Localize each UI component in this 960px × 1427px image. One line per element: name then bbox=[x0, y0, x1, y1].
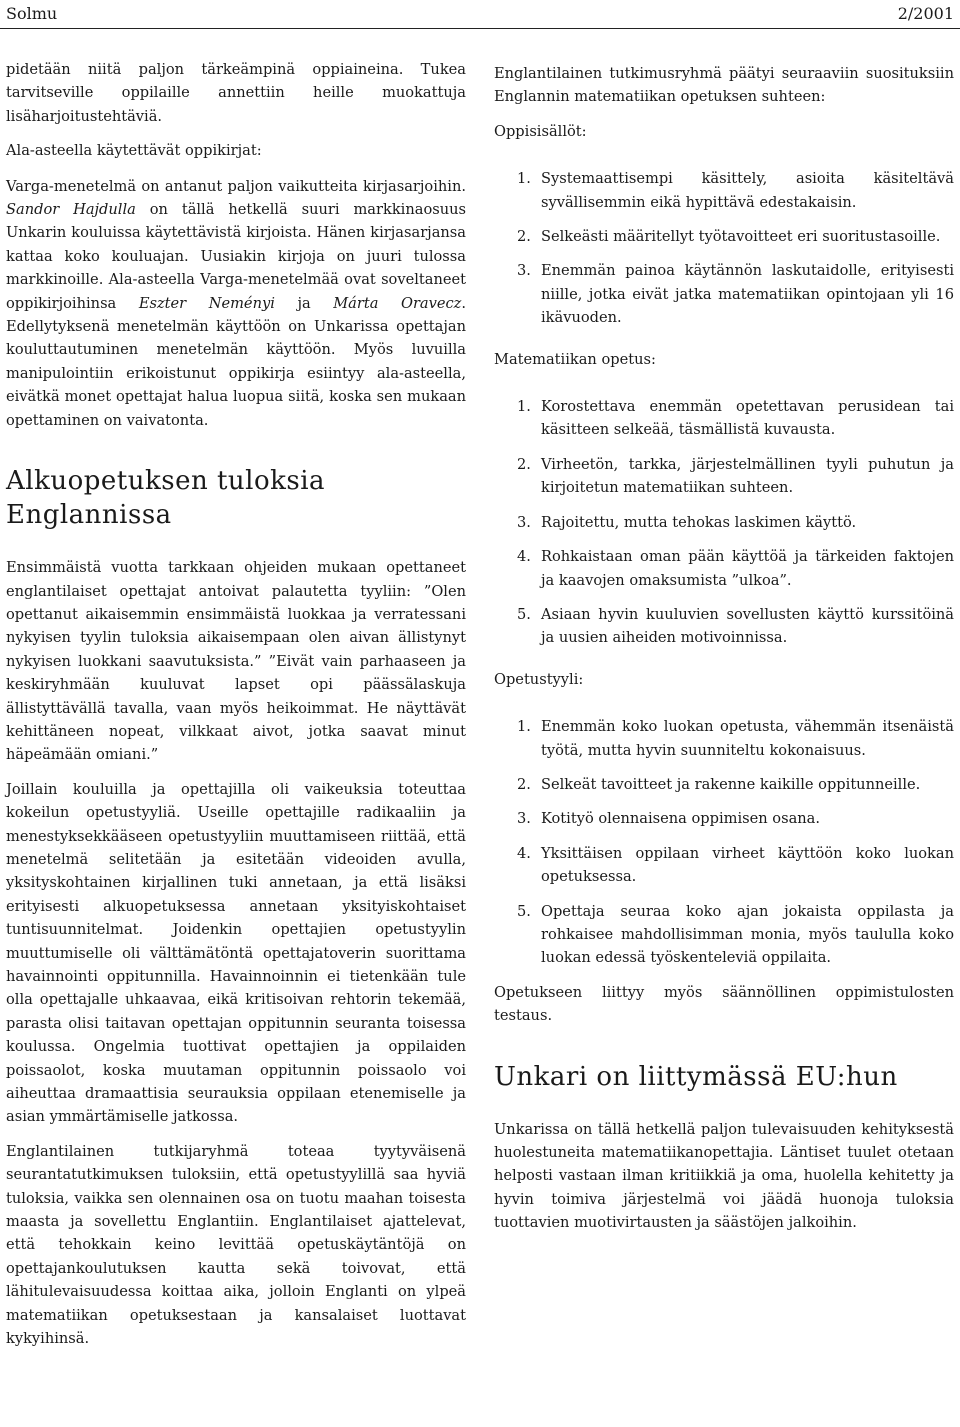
author-name: Márta Oravecz bbox=[333, 294, 462, 312]
list-item: 1. Enemmän koko luokan opetusta, vähemmän itsenäistä työtä, mutta hyvin suunniteltu kokonaisuus. bbox=[517, 718, 954, 759]
subheading-teaching: Matematiikan opetus: bbox=[494, 350, 656, 368]
list-item: 5. Asiaan hyvin kuuluvien sovellusten käyttö kurssitöinä ja uusien aiheiden motivoinnissa. bbox=[517, 605, 954, 647]
list-item: 2. Virheetön, tarkka, järjestelmällinen tyyli puhutun ja kirjoitetun matematiikan suhteen. bbox=[517, 455, 954, 497]
recommendation-list bbox=[494, 715, 954, 970]
paragraph-textbooks: Varga-menetelmä on antanut paljon vaikutteita kirjasarjoihin. Sandor Hajdulla on tällä hetkellä suuri markkinaosuus Unkarin kouluissa käytettävistä kirjoista. Hänen kirjasarjansa kattaa koko kouluajan. Uusiakin kirjoja on juuri tulossa markkinoille. Ala-asteella Varga-menetelmää ovat soveltaneet oppikirjoihinsa Eszter Neményi ja Márta Oravecz. Edellytyksenä menetelmän käyttöön on Unkarissa opettajan kouluttautuminen menetelmän käyttöön. Myös luvuilla manipulointiin erikoistunut oppikirja esiintyy ala-asteella, eivätkä monet opettajat halua luopua siitä, koska sen mukaan opettaminen on vaivatonta. bbox=[6, 177, 467, 429]
journal-name: Solmu bbox=[6, 4, 58, 23]
page-header bbox=[0, 0, 960, 29]
paragraph: pidetään niitä paljon tärkeämpinä oppiaineina. Tukea tarvitseville oppilaille annettiin heille muokattuja lisäharjoitustehtäviä. bbox=[6, 61, 466, 125]
section-heading-england: Alkuopetuksen tuloksia Englannissa bbox=[6, 466, 326, 531]
list-item: 3. Kotityö olennaisena oppimisen osana. bbox=[517, 810, 821, 828]
section-heading-hungary-eu: Unkari on liittymässä EU:hun bbox=[494, 1061, 898, 1092]
subheading-content: Oppisisällöt: bbox=[494, 122, 587, 140]
paragraph: Unkarissa on tällä hetkellä paljon tulevaisuuden kehityksestä huolestuneita matematiikanopettajia. Läntiset tuulet otetaan helposti vastaan ilman kritiikkiä ja oma, huolella kehitetty ja hyvin toimiva järjestelmä voi jäädä huonoja tuloksia tuottavien muotivirtausten ja säästöjen jalkoihin. bbox=[494, 1120, 954, 1232]
recommendation-list bbox=[494, 167, 954, 329]
list-item: 3. Enemmän painoa käytännön laskutaidolle, erityisesti niille, jotka eivät jatka matematiikan opintojaan yli 16 ikävuoden. bbox=[517, 262, 954, 327]
list-item: 5. Opettaja seuraa koko ajan jokaista oppilasta ja rohkaisee mahdollisimman monia, myös taululla koko luokan edessä työskenteleviä oppilaita. bbox=[517, 902, 954, 967]
issue-number: 2/2001 bbox=[897, 4, 954, 23]
author-name: Eszter Neményi bbox=[138, 294, 275, 312]
paragraph-closing: Opetukseen liittyy myös säännöllinen oppimistulosten testaus. bbox=[494, 983, 954, 1025]
list-item: 4. Rohkaistaan oman pään käyttöä ja tärkeiden faktojen ja kaavojen omaksumista ”ulkoa”. bbox=[517, 548, 954, 589]
list-item: 2. Selkeät tavoitteet ja rakenne kaikille oppitunneille. bbox=[517, 775, 921, 793]
subheading-textbooks: Ala-asteella käytettävät oppikirjat: bbox=[6, 142, 262, 160]
paragraph-intro: Englantilainen tutkimusryhmä päätyi seuraaviin suosituksiin Englannin matematiikan opetuksen suhteen: bbox=[494, 65, 954, 106]
list-item: 1. Korostettava enemmän opetettavan perusidean tai käsitteen selkeää, täsmällistä kuvausta. bbox=[517, 398, 954, 439]
list-item: 4. Yksittäisen oppilaan virheet käyttöön koko luokan opetuksessa. bbox=[517, 844, 954, 886]
list-item: 3. Rajoitettu, mutta tehokas laskimen käyttö. bbox=[517, 513, 857, 531]
paragraph: Joillain kouluilla ja opettajilla oli vaikeuksia toteuttaa kokeilun opetustyyliä. Useille opettajille radikaaliin ja menestyksekkääseen opetustyyliin muuttamiseen riittää, että menetelmä selitetään ja esitetään videoiden avulla, yksityskohtainen kirjallinen tuki annetaan, ja että lisäksi erityisesti alkuopetuksessa annetaan yksityiskohtaiset tuntisuunnitelmat. Joidenkin opettajien opetustyylin muuttumiselle oli välttämätöntä opettajatoverin suorittama havainnointi oppitunnilla. Havainnoinnin ei tietenkään tule olla opettajalle uhkaavaa, eikä kritisoivan rehtorin tekemää, parasta olisi taitavan opettajan oppitunnin seuranta toisessa koulussa. Ongelmia tuottivat opettajien ja oppilaiden poissaolot, koska muutaman oppitunnin poissaolo voi aiheuttaa dramaattisia seurauksia oppilaan etenemiselle ja asian ymmärtämiselle jatkossa. bbox=[6, 780, 466, 1126]
author-name: Sandor Hajdulla bbox=[6, 201, 136, 219]
recommendation-list bbox=[494, 395, 954, 650]
paragraph: Ensimmäistä vuotta tarkkaan ohjeiden mukaan opettaneet englantilaiset opettajat antoivat palautetta tyyliin: ”Olen opettanut aikaisemmin ensimmäistä luokkaa ja verratessani nykyisen tyylin tuloksia aikaisempaan olen aivan ällistynyt nykyisen luokkani saavutuksista.” ”Eivät vain parhaaseen ja keskiryhmään kuuluvat lapset opi päässälaskuja ällistyttävällä tavalla, vaan myös heikoimmat. He näyttävät kehittäneen nopeat, vilkkaat aivot, jotka saavat minut häpeämään omiani.” bbox=[6, 559, 466, 764]
list-item: 1. Systemaattisempi käsittely, asioita käsiteltävä syvällisemmin eikä hypittävä edestakaisin. bbox=[517, 170, 954, 211]
list-item: 2. Selkeästi määritellyt työtavoitteet eri suoritustasoille. bbox=[517, 228, 941, 246]
right-column bbox=[494, 62, 954, 1246]
paragraph: Englantilainen tutkijaryhmä toteaa tyytyväisenä seurantatutkimuksen tuloksiin, että opetustyylillä saa hyviä tuloksia, vaikka sen olennainen osa on tuotu maahan toisesta maasta ja sovellettu Englantiin. Englantilaiset ajattelevat, että tehokkain keino levittää opetuskäytäntöjä on opettajankoulutuksen kautta sekä toivovat, että lähitulevaisuudessa koittaa aika, jolloin Englanti on ylpeä matematiikan opetuksestaan ja kansalaiset luottavat kykyihinsä. bbox=[6, 1142, 466, 1348]
subheading-style: Opetustyyli: bbox=[494, 670, 584, 688]
left-column bbox=[6, 58, 466, 1362]
